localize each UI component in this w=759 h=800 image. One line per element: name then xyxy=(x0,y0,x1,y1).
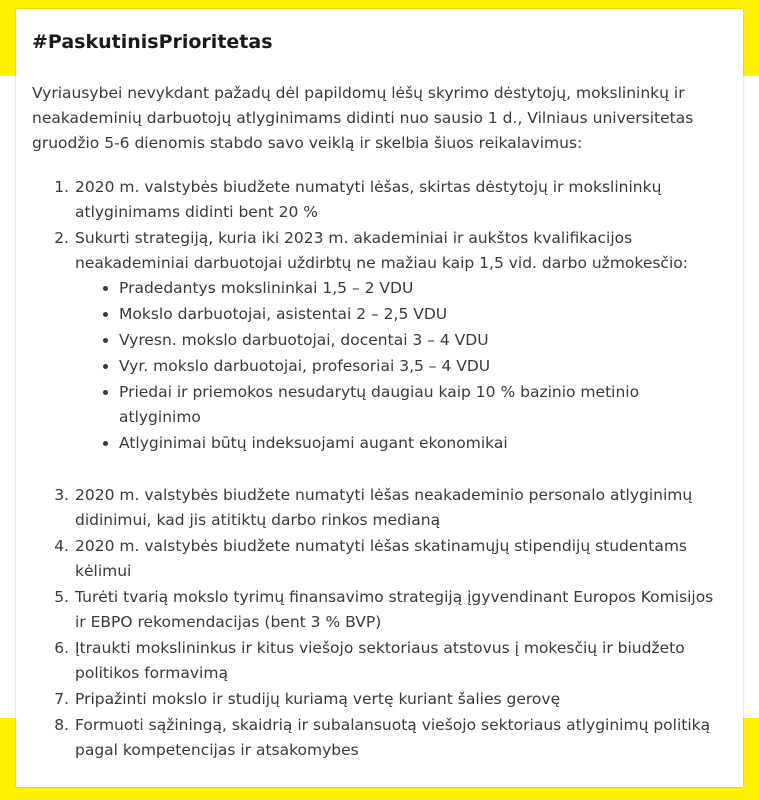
sub-item-4: • Vyr. mokslo darbuotojai, profesoriai 3,5 – 4 VDU xyxy=(119,354,724,379)
demand-item-5 xyxy=(74,585,724,635)
demand-text: 2020 m. valstybės biudžete numatyti lėšas neakademinio personalo atlyginimų didinimui, kad jis atitiktų darbo rinkos medianą xyxy=(75,486,693,529)
demand-text: 2020 m. valstybės biudžete numatyti lėšas, skirtas dėstytojų ir mokslininkų atlyginimams didinti bent 20 % xyxy=(75,178,662,221)
demand-item-6 xyxy=(74,636,724,686)
post-card xyxy=(16,9,743,787)
demand-item-4 xyxy=(74,534,724,584)
salary-targets-sublist xyxy=(75,276,724,456)
intro-paragraph: Vyriausybei nevykdant pažadų dėl papildomų lėšų skyrimo dėstytojų, mokslininkų ir neakademinių darbuotojų atlyginimams didinti nuo sausio 1 d., Vilniaus universitetas gruodžio 5-6 dienomis stabdo savo veiklą ir skelbia šiuos reikalavimus: xyxy=(32,84,694,152)
demand-item-8 xyxy=(74,713,724,763)
demand-item-2 xyxy=(74,226,724,456)
demand-item-7 xyxy=(74,687,724,712)
demand-text: Sukurti strategiją, kuria iki 2023 m. akademiniai ir aukštos kvalifikacijos neakademiniai darbuotojai uždirbtų ne mažiau kaip 1,5 vid. darbo užmokesčio: xyxy=(75,229,688,272)
demand-text: Pripažinti mokslo ir studijų kuriamą vertę kuriant šalies gerovę xyxy=(75,690,561,708)
demand-text: Įtraukti mokslininkus ir kitus viešojo sektoriaus atstovus į mokesčių ir biudžeto politikos formavimą xyxy=(75,639,685,682)
post-hashtag-title: #PaskutinisPrioritetas xyxy=(32,31,273,53)
sub-item-3: • Vyresn. mokslo darbuotojai, docentai 3 – 4 VDU xyxy=(119,328,724,353)
sub-item-6: • Atlyginimai būtų indeksuojami augant ekonomikai xyxy=(119,431,724,456)
sub-item-5: • Priedai ir priemokos nesudarytų daugiau kaip 10 % bazinio metinio atlyginimo xyxy=(119,380,724,430)
demand-text: Formuoti sąžiningą, skaidrią ir subalansuotą viešojo sektoriaus atlyginimų politiką pagal kompetencijas ir atsakomybes xyxy=(75,716,711,759)
demand-text: 2020 m. valstybės biudžete numatyti lėšas skatinamųjų stipendijų studentams kėlimui xyxy=(75,537,688,580)
demand-item-3 xyxy=(74,483,724,533)
demand-item-1 xyxy=(74,175,724,225)
sub-item-1: • Pradedantys mokslininkai 1,5 – 2 VDU xyxy=(119,276,724,301)
demands-list xyxy=(32,175,724,763)
demand-text: Turėti tvarią mokslo tyrimų finansavimo strategiją įgyvendinant Europos Komisijos ir EBPO rekomendacijas (bent 3 % BVP) xyxy=(75,588,714,631)
sub-item-2: • Mokslo darbuotojai, asistentai 2 – 2,5 VDU xyxy=(119,302,724,327)
